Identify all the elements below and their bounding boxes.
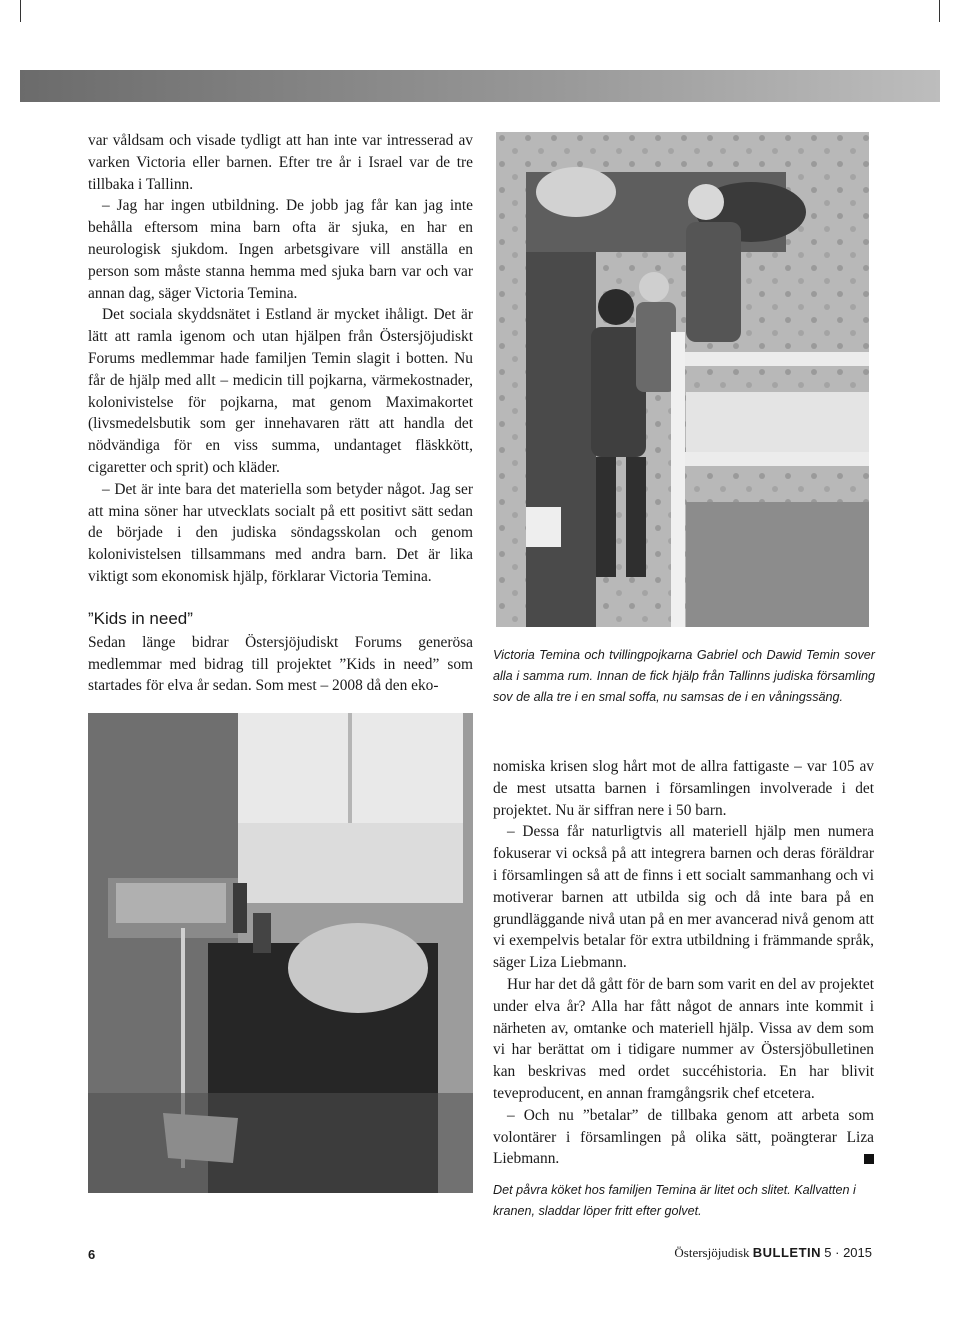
paragraph: – Jag har ingen utbildning. De jobb jag får kan jag inte behålla eftersom mina barn ofta är sjuka, en har en neurologisk sjukdom. Ingen arbetsgivare vill anställa en person som måste stanna hemma med sjuka barn var och var annan dag, säger Victoria Temina. [88,197,473,302]
kitchen-photo [88,713,473,1193]
paragraph: – Det är inte bara det materiella som betyder något. Jag ser att mina söner har utvecklats socialt på ett positivt sätt sedan de började i den judiska söndagsskolan och genom kolonivistelsen tillsammans med andra barn. Det är lika viktigt som ekonomisk hjälp, förklarar Victoria Temina. [88,480,473,585]
crop-mark-right [939,0,940,22]
family-photo [496,132,869,627]
magazine-name: Östersjöjudisk [674,1245,750,1260]
paragraph: nomiska krisen slog hårt mot de allra fattigaste – var 105 av de mest utsatta barnen i församlingen involverade i det projektet. Nu är siffran nere i 50 barn. [493,758,874,819]
kitchen-photo-caption: Det påvra köket hos familjen Temina är litet och slitet. Kallvatten i kranen, sladdar löper fritt efter golvet. [493,1183,856,1218]
paragraph: Det sociala skyddsnätet i Estland är mycket ihåligt. Det är lätt att ramla igenom och utan hjälpen från Östersjöjudiskt Forums medlemmar hade familjen Temin slagit i botten. Nu får de hjälp med allt – medicin till pojkarna, värmekostnader, kolonivistelse för pojkarna, mat genom Maximakortet (livsmedelsbutik som ger innehavaren rätt att handla det nödvändiga för en viss summa, undantaget fläskkött, cigaretter och sprit) och kläder. [88,306,473,476]
right-column [493,756,874,1170]
page-number: 6 [88,1247,96,1262]
paragraph-text: – Och nu ”betalar” de tillbaka genom att arbeta som volontärer i församlingen på olika sätt, poängterar Liza Liebmann. [493,1106,874,1168]
left-column [88,130,473,697]
paragraph: Hur har det då gått för de barn som varit en del av projektet under elva år? Alla har fått något de annars inte kommit i närheten av, omtanke och materiell hjälp. Vissa av dem som vi har berättat om i tidigare nummer av Östersjöbulletinen kan beskrivas med ordet succéhistoria. En har blivit teveproducent, en annan framgångsrik chef etcetera. [493,975,874,1102]
crop-mark-left [20,0,21,22]
section-title: ”Kids in need” [88,608,193,628]
family-photo-caption: Victoria Temina och tvillingpojkarna Gabriel och Dawid Temin sover alla i samma rum. Innan de fick hjälp från Tallinns judiska församling sov de alla tre i en smal soffa, nu samsas de i en våningssäng. [493,648,875,704]
issue-number: 5 · 2015 [824,1245,872,1260]
end-mark-icon [864,1154,874,1164]
header-bar [20,70,940,102]
paragraph: Sedan länge bidrar Östersjöjudiskt Forums generösa medlemmar med bidrag till projektet ”Kids in need” som startades för elva år sedan. Som mest – 2008 då den eko- [88,633,473,695]
paragraph [493,1105,874,1170]
paragraph: var våldsam och visade tydligt att han inte var intresserad av varken Victoria eller barnen. Efter tre år i Israel var de tre tillbaka i Tallinn. [88,132,473,193]
paragraph: – Dessa får naturligtvis all materiell hjälp men numera fokuserar vi också på att integrera barnen och deras föräldrar i församlingen så att de finns i ett socialt sammanhang och vi motiverar barnen att utbilda sig och då inte bara på en grundläggande nivå utan på en mer avancerad nivå genom att vi exempelvis betalar för extra utbildning i främmande språk, säger Liza Liebmann. [493,823,874,972]
footer-masthead [674,1245,872,1261]
bulletin-label: BULLETIN [752,1245,822,1260]
